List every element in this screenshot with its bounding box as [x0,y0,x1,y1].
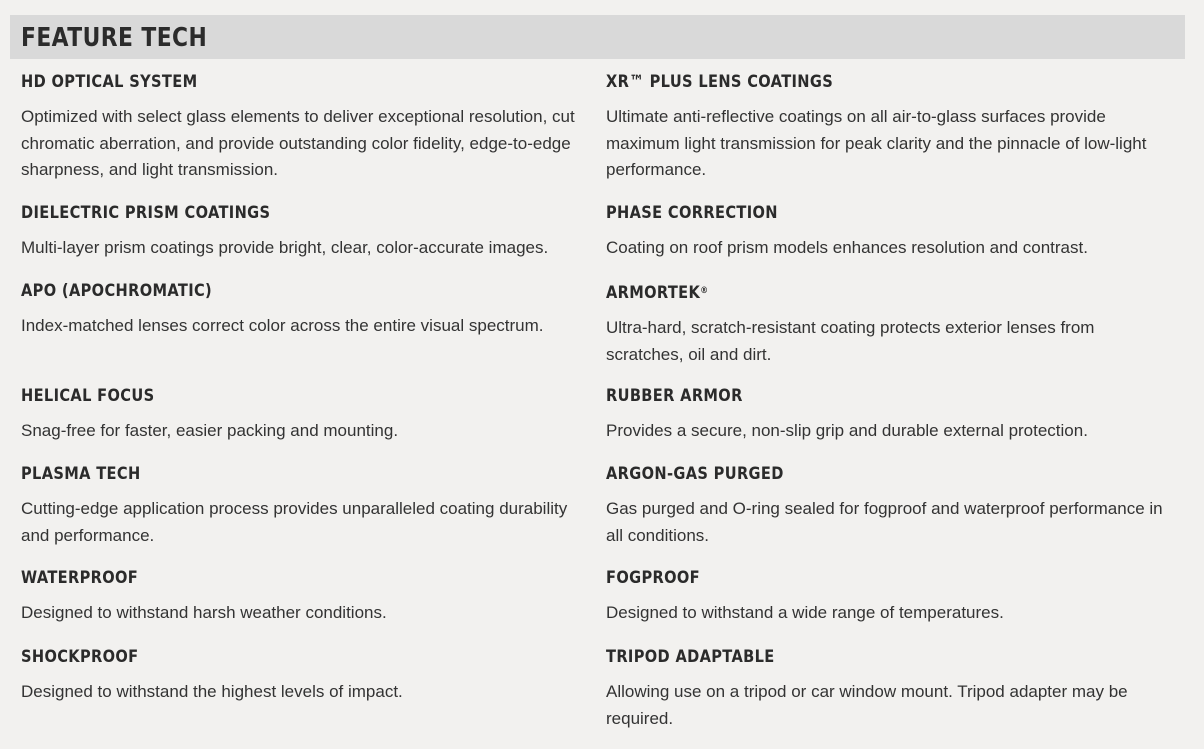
section-header-bar [10,15,1185,59]
feature-description: Snag-free for faster, easier packing and mounting. [21,421,399,440]
feature-title: HELICAL FOCUS [21,386,155,406]
feature-title: DIELECTRIC PRISM COATINGS [21,203,271,223]
feature-description: Ultimate anti-reflective coatings on all air-to-glass surfaces provide maximum light transmission for peak clarity and the pinnacle of low-light performance. [606,107,1147,179]
registered-trademark-mark: ® [700,286,708,296]
feature-plasma-tech [21,463,589,549]
feature-apo-apochromatic [21,280,589,340]
feature-fogproof [606,567,1166,627]
feature-hd-optical-system [21,71,589,184]
feature-description: Designed to withstand harsh weather conditions. [21,603,387,622]
feature-rubber-armor [606,385,1166,445]
feature-description: Cutting-edge application process provides unparalleled coating durability and performance. [21,499,568,545]
feature-title: FOGPROOF [606,568,700,588]
feature-title [606,280,1088,304]
feature-argon-gas-purged [606,463,1166,549]
feature-armortek [606,280,1166,368]
feature-description: Ultra-hard, scratch-resistant coating protects exterior lenses from scratches, oil and dirt. [606,318,1095,364]
feature-title-text: ARMORTEK [606,283,701,303]
feature-tripod-adaptable [606,646,1166,732]
feature-dielectric-prism-coatings [21,202,589,262]
section-title: FEATURE TECH [21,23,208,53]
feature-description: Designed to withstand a wide range of temperatures. [606,603,1004,622]
feature-description: Allowing use on a tripod or car window mount. Tripod adapter may be required. [606,682,1128,728]
feature-title: APO (APOCHROMATIC) [21,281,213,301]
feature-waterproof [21,567,589,627]
feature-xr-plus-lens-coatings [606,71,1166,184]
feature-description: Designed to withstand the highest levels of impact. [21,682,403,701]
feature-description: Coating on roof prism models enhances resolution and contrast. [606,238,1088,257]
feature-title: PLASMA TECH [21,464,141,484]
feature-title: WATERPROOF [21,568,139,588]
feature-title: ARGON-GAS PURGED [606,464,784,484]
feature-shockproof [21,646,589,706]
feature-title: SHOCKPROOF [21,647,139,667]
feature-description: Gas purged and O-ring sealed for fogproof and waterproof performance in all conditions. [606,499,1163,545]
feature-description: Optimized with select glass elements to deliver exceptional resolution, cut chromatic aberration, and provide outstanding color fidelity, edge-to-edge sharpness, and light transmission. [21,107,575,179]
feature-helical-focus [21,385,589,445]
feature-phase-correction [606,202,1166,262]
feature-title: TRIPOD ADAPTABLE [606,647,775,667]
feature-description: Index-matched lenses correct color across the entire visual spectrum. [21,316,544,335]
feature-title: RUBBER ARMOR [606,386,743,406]
feature-title: XR™ PLUS LENS COATINGS [606,72,834,92]
feature-description: Provides a secure, non-slip grip and durable external protection. [606,421,1088,440]
feature-title: HD OPTICAL SYSTEM [21,72,198,92]
feature-title: PHASE CORRECTION [606,203,778,223]
feature-description: Multi-layer prism coatings provide bright, clear, color-accurate images. [21,238,549,257]
